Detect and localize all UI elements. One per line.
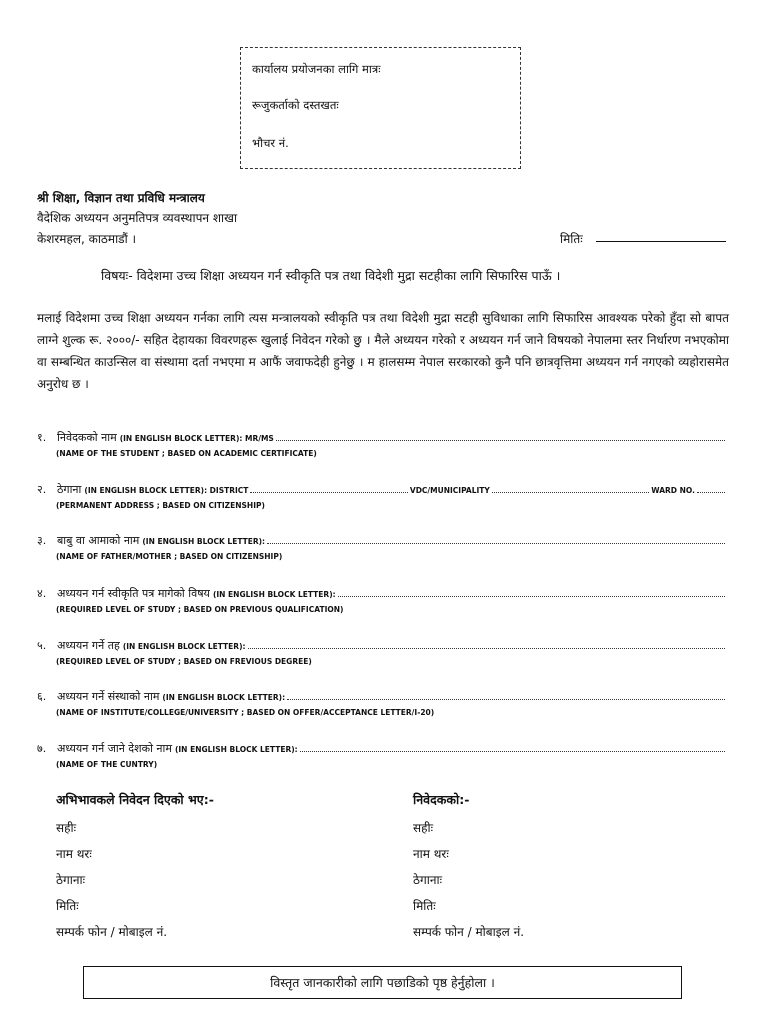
subject-line: विषयः- विदेशमा उच्च शिक्षा अध्ययन गर्न स्वीकृति पत्र तथा विदेशी मुद्रा सटहीका लागि सिफारिस पाऊँ । (101, 268, 561, 283)
field-hint: (REQUIRED LEVEL OF STUDY ; BASED ON PREVIOUS QUALIFICATION) (56, 605, 344, 614)
parent-name-input-line[interactable] (267, 535, 725, 544)
field-label: अध्ययन गर्न जाने देशको नाम (57, 742, 172, 755)
footer-note-box (83, 966, 682, 999)
guardian-heading: अभिभावकले निवेदन दिएको भए:- (56, 792, 214, 807)
vdc-input-line[interactable] (492, 484, 649, 493)
ward-label: WARD NO. (651, 486, 695, 495)
field-label-english: (IN ENGLISH BLOCK LETTER): DISTRICT (84, 486, 249, 495)
verifier-signature-label: रूजुकर्ताको दस्तखतः (252, 98, 339, 112)
office-use-label: कार्यालय प्रयोजनका लागि मात्रः (252, 62, 381, 76)
district-input-line[interactable] (250, 484, 407, 493)
country-name-input-line[interactable] (300, 743, 725, 752)
guardian-name-label: नाम थरः (56, 847, 92, 861)
field-hint: (NAME OF THE CUNTRY) (56, 760, 158, 769)
field-study-level (37, 638, 727, 666)
field-number: ४. (37, 587, 47, 600)
applicant-name-label: नाम थरः (413, 847, 449, 861)
field-label-english: (IN ENGLISH BLOCK LETTER): (142, 537, 266, 546)
field-label-english: (IN ENGLISH BLOCK LETTER): (162, 693, 286, 702)
field-label-english: (IN ENGLISH BLOCK LETTER): (174, 745, 298, 754)
guardian-phone-label: सम्पर्क फोन / मोबाइल नं. (56, 925, 168, 939)
ministry-name: श्री शिक्षा, विज्ञान तथा प्रविधि मन्त्रालय (37, 191, 205, 205)
guardian-signature-label: सहीः (56, 821, 77, 835)
field-label: अध्ययन गर्न स्वीकृति पत्र मागेको विषय (57, 587, 210, 600)
field-student-name (37, 430, 727, 458)
field-number: ३. (37, 534, 47, 547)
field-country-name (37, 741, 727, 769)
body-paragraph: मलाई विदेशमा उच्च शिक्षा अध्ययन गर्नका लागि त्यस मन्त्रालयको स्वीकृति पत्र तथा विदेशी मुद्रा सटही सुविधाका लागि सिफारिस आवश्यक परेको हुँदा सो बापत लाग्ने शुल्क रू. २०००/- सहित देहायका विवरणहरू खुलाई निवेदन गरेको छु । मैले अध्ययन गरेको र अध्ययन गर्न जाने विषयको नेपालमा स्तर निर्धारण नभएकोमा वा सम्बन्धित काउन्सिल वा संस्थामा दर्ता नभएमा म आफैं जवाफदेही हुनेछु । म हालसम्म नेपाल सरकारको कुनै पनि छात्रवृत्तिमा अध्ययन गर्न नगएको व्यहोरासमेत अनुरोध छ । (37, 311, 729, 391)
ministry-address: केशरमहल, काठमाडौं । (37, 232, 137, 246)
study-subject-input-line[interactable] (338, 588, 725, 597)
footer-note: विस्तृत जानकारीको लागि पछाडिको पृष्ठ हेर्नुहोला । (270, 975, 495, 990)
field-permanent-address (37, 482, 727, 510)
field-number: २. (37, 483, 47, 496)
applicant-heading: निवेदकको:- (413, 792, 470, 807)
field-parent-name (37, 533, 727, 561)
applicant-address-label: ठेगानाः (413, 873, 443, 887)
vdc-label: VDC/MUNICIPALITY (409, 486, 490, 495)
field-number: ७. (37, 742, 47, 755)
applicant-signature-label: सहीः (413, 821, 434, 835)
ward-input-line[interactable] (697, 484, 725, 493)
voucher-number-label: भौचर नं. (252, 136, 289, 150)
field-number: १. (37, 431, 47, 444)
field-label: निवेदकको नाम (57, 431, 117, 444)
field-label-english: (IN ENGLISH BLOCK LETTER): MR/MS (119, 434, 274, 443)
field-institute-name (37, 689, 727, 717)
field-number: ६. (37, 690, 47, 703)
field-label-english: (IN ENGLISH BLOCK LETTER): (212, 590, 336, 599)
guardian-date-label: मितिः (56, 899, 79, 913)
field-hint: (PERMANENT ADDRESS ; BASED ON CITIZENSHIP) (56, 501, 265, 510)
office-use-box (240, 47, 521, 169)
field-number: ५. (37, 639, 47, 652)
field-label: अध्ययन गर्ने संस्थाको नाम (57, 690, 160, 703)
date-input-line[interactable] (596, 241, 726, 242)
field-label: ठेगाना (57, 483, 82, 496)
field-label: बाबु वा आमाको नाम (57, 534, 140, 547)
field-hint: (NAME OF FATHER/MOTHER ; BASED ON CITIZENSHIP) (56, 552, 283, 561)
field-label: अध्ययन गर्ने तह (57, 639, 120, 652)
guardian-address-label: ठेगानाः (56, 873, 86, 887)
field-hint: (NAME OF THE STUDENT ; BASED ON ACADEMIC CERTIFICATE) (56, 449, 317, 458)
field-study-subject (37, 586, 727, 614)
ministry-branch: वैदेशिक अध्ययन अनुमतिपत्र व्यवस्थापन शाखा (37, 211, 238, 225)
date-label: मितिः (560, 232, 583, 246)
student-name-input-line[interactable] (276, 432, 725, 441)
field-hint: (NAME OF INSTITUTE/COLLEGE/UNIVERSITY ; BASED ON OFFER/ACCEPTANCE LETTER/I-20) (56, 708, 435, 717)
institute-name-input-line[interactable] (287, 691, 725, 700)
field-hint: (REQUIRED LEVEL OF STUDY ; BASED ON FREVIOUS DEGREE) (56, 657, 312, 666)
applicant-date-label: मितिः (413, 899, 436, 913)
field-label-english: (IN ENGLISH BLOCK LETTER): (122, 642, 246, 651)
applicant-phone-label: सम्पर्क फोन / मोबाइल नं. (413, 925, 525, 939)
study-level-input-line[interactable] (248, 640, 726, 649)
